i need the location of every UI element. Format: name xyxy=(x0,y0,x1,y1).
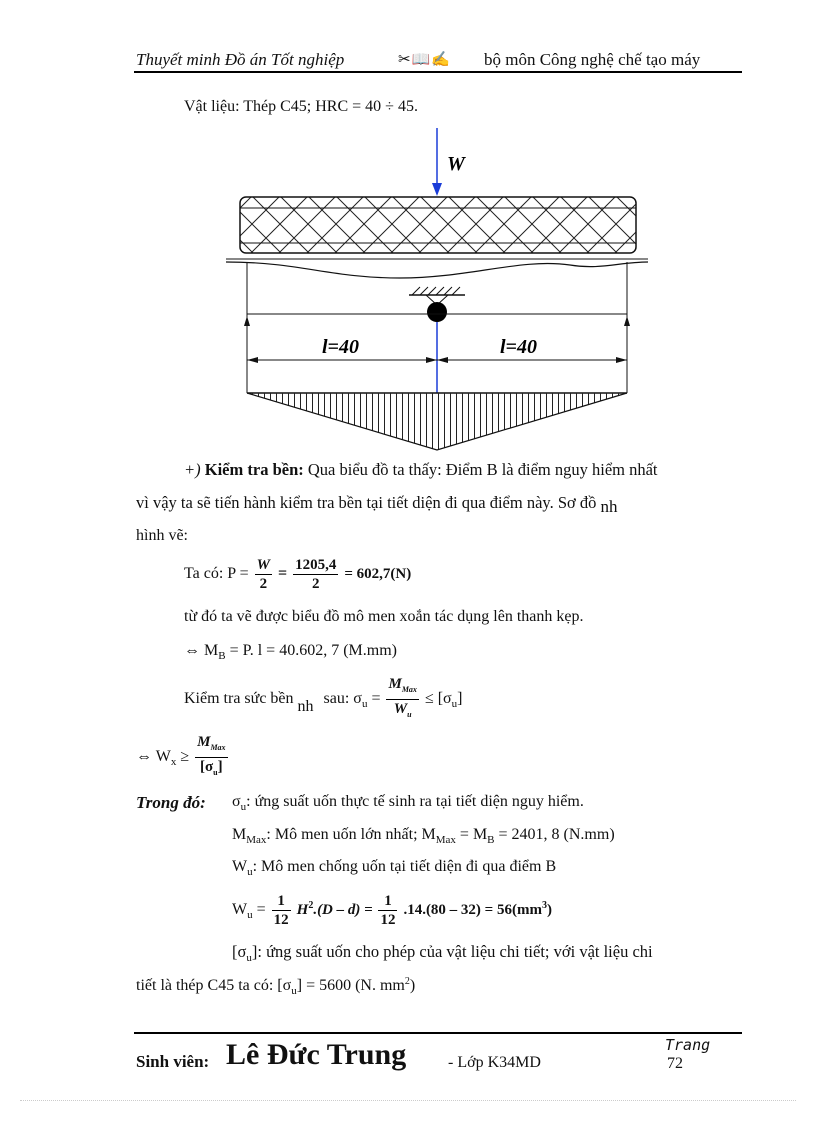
allow-line-2: tiết là thép C45 ta có: $[\sigma_u] = 5600$ (N. $mm^2$) xyxy=(136,976,416,997)
support-ball xyxy=(427,302,447,322)
left-length-label: l=40 xyxy=(322,336,359,358)
equation-check: Kiểm tra sức bền nh sau: $\sigma_u$ = $\frac{M_{Max}}{W_u}$ ≤ $[\sigma_u]$ xyxy=(184,676,463,719)
header-title-left: Thuyết minh Đồ án Tốt nghiệp xyxy=(136,50,345,69)
where-line-1: $\sigma_u$: ứng suất uốn thực tế sinh ra tại tiết diện nguy hiểm. xyxy=(232,793,584,813)
beam-diagram xyxy=(0,0,816,460)
workpiece-break-line xyxy=(226,262,648,278)
equation-wx: ⇔ $W_x$ ≥ $\frac{M_{Max}}{[\sigma_u]}$ xyxy=(136,734,226,777)
draw-text: từ đó ta vẽ được biểu đồ mô men xoắn tác dụng lên thanh kẹp. xyxy=(184,608,584,625)
footer-student-name: Lê Đức Trung xyxy=(226,1038,407,1071)
footer-page-word: Trang xyxy=(665,1036,711,1054)
check-line-2: vì vậy ta sẽ tiến hành kiểm tra bền tại tiết diện đi qua điểm này. Sơ đồ nh xyxy=(136,493,618,516)
header-title-right: bộ môn Công nghệ chế tạo máy xyxy=(484,50,701,69)
where-label: Trong đó: xyxy=(136,793,206,812)
equation-p: Ta có: P = $\frac{W}{2}$ = $\frac{1205,4}{2}$ = 602,7(N) xyxy=(184,557,412,592)
footer-rule xyxy=(134,1032,742,1034)
right-length-label: l=40 xyxy=(500,336,537,358)
footer-student-label: Sinh viên: xyxy=(136,1052,210,1071)
clamp-bar xyxy=(240,197,636,253)
moment-diagram xyxy=(247,393,627,453)
footer-class: - Lớp K34MD xyxy=(448,1054,541,1071)
force-arrowhead xyxy=(432,183,442,196)
footer-page-number: 72 xyxy=(667,1055,683,1072)
allow-line-1: $[\sigma_u]$: ứng suất uốn cho phép của vật liệu chi tiết; với vật liệu chi xyxy=(232,942,653,964)
force-label: W xyxy=(447,153,465,175)
check-line-3: hình vẽ: xyxy=(136,527,188,544)
equation-wu: $W_u$ = $\frac{1}{12}$ $H^2.(D - d)$ = $\frac{1}{12}$ $.14.(80 - 32) = 56(mm^3)$ xyxy=(232,893,552,928)
where-line-3: $W_u$: Mô men chống uốn tại tiết diện đi qua điểm B xyxy=(232,858,557,878)
equation-mb: ⇔ $M_B = P$. l = 40.602, 7 (M.mm) xyxy=(184,642,397,662)
material-line: Vật liệu: Thép C45; HRC = 40 ÷ 45. xyxy=(184,98,418,115)
header-ornament-icon: ✂📖✍ xyxy=(398,52,451,68)
page-bottom-dots xyxy=(20,1100,796,1101)
check-paragraph: +) Kiểm tra bền: Qua biểu đồ ta thấy: Điểm B là điểm nguy hiểm nhất xyxy=(184,460,658,479)
where-line-2: $M_{Max}$: Mô men uốn lớn nhất; $M_{Max} = M_B = 2401$, 8 (N.mm) xyxy=(232,826,615,846)
